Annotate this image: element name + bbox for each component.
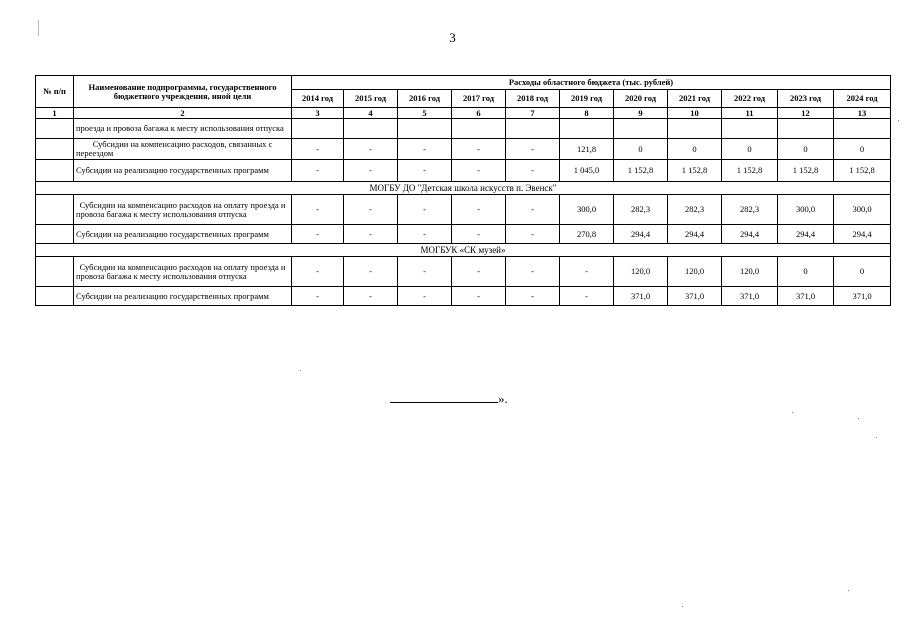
value-cell: 294,4 — [668, 225, 722, 244]
row-name: Субсидии на реализацию государственных программ — [74, 225, 292, 244]
row-number-cell — [36, 139, 74, 160]
value-cell: - — [452, 287, 506, 306]
signature-underline — [390, 390, 498, 403]
header-name: Наименование подпрограммы, государственного бюджетного учреждения, иной цели — [74, 76, 292, 108]
value-cell: 0 — [834, 257, 891, 287]
column-number: 10 — [668, 108, 722, 119]
value-cell — [668, 119, 722, 139]
value-cell: 1 152,8 — [614, 160, 668, 182]
value-cell — [398, 119, 452, 139]
value-cell: 0 — [614, 139, 668, 160]
year-header: 2019 год — [560, 90, 614, 108]
value-cell: 300,0 — [778, 195, 834, 225]
row-name: проезда и провоза багажа к месту использования отпуска — [74, 119, 292, 139]
value-cell: 294,4 — [778, 225, 834, 244]
value-cell: 1 045,0 — [560, 160, 614, 182]
year-header: 2015 год — [344, 90, 398, 108]
value-cell: - — [398, 287, 452, 306]
value-cell: - — [344, 257, 398, 287]
row-name: Субсидии на реализацию государственных программ — [74, 160, 292, 182]
year-header: 2020 год — [614, 90, 668, 108]
row-number-cell — [36, 225, 74, 244]
value-cell: 120,0 — [722, 257, 778, 287]
value-cell: - — [452, 139, 506, 160]
value-cell: - — [506, 225, 560, 244]
value-cell: - — [560, 287, 614, 306]
value-cell: - — [344, 160, 398, 182]
column-number: 11 — [722, 108, 778, 119]
row-name: Субсидии на реализацию государственных программ — [74, 287, 292, 306]
row-name: Субсидии на компенсацию расходов на оплату проезда и провоза багажа к месту использования отпуска — [74, 195, 292, 225]
table-row — [36, 160, 891, 182]
value-cell: - — [292, 225, 344, 244]
value-cell: 282,3 — [614, 195, 668, 225]
year-header: 2016 год — [398, 90, 452, 108]
table-row — [36, 225, 891, 244]
value-cell: - — [344, 195, 398, 225]
value-cell: 0 — [668, 139, 722, 160]
section-title: МОГБУК «СК музей» — [36, 244, 891, 257]
row-number-cell — [36, 257, 74, 287]
value-cell: - — [506, 195, 560, 225]
value-cell: - — [344, 225, 398, 244]
value-cell — [560, 119, 614, 139]
closing-mark: ». — [498, 391, 508, 406]
value-cell: 1 152,8 — [778, 160, 834, 182]
value-cell: - — [398, 195, 452, 225]
section-title: МОГБУ ДО "Детская школа искусств п. Эвенск" — [36, 182, 891, 195]
table-row — [36, 139, 891, 160]
column-number: 7 — [506, 108, 560, 119]
value-cell — [722, 119, 778, 139]
page-number: 3 — [449, 30, 456, 45]
value-cell: - — [398, 257, 452, 287]
value-cell: 270,8 — [560, 225, 614, 244]
closing-line — [390, 390, 508, 407]
column-number: 13 — [834, 108, 891, 119]
header-num: № п/п — [36, 76, 74, 108]
value-cell: - — [452, 160, 506, 182]
value-cell: - — [292, 287, 344, 306]
value-cell: 120,0 — [614, 257, 668, 287]
value-cell: 282,3 — [668, 195, 722, 225]
value-cell: 294,4 — [722, 225, 778, 244]
value-cell: - — [292, 139, 344, 160]
value-cell: 121,8 — [560, 139, 614, 160]
value-cell: - — [398, 139, 452, 160]
column-number: 2 — [74, 108, 292, 119]
column-number: 3 — [292, 108, 344, 119]
value-cell: 1 152,8 — [668, 160, 722, 182]
row-name: Субсидии на компенсацию расходов на оплату проезда и провоза багажа к месту использования отпуска — [74, 257, 292, 287]
value-cell: 0 — [722, 139, 778, 160]
table-row — [36, 287, 891, 306]
year-header: 2022 год — [722, 90, 778, 108]
year-header: 2021 год — [668, 90, 722, 108]
value-cell: - — [506, 139, 560, 160]
column-number: 9 — [614, 108, 668, 119]
value-cell: 371,0 — [668, 287, 722, 306]
value-cell: - — [506, 257, 560, 287]
value-cell: - — [344, 139, 398, 160]
value-cell — [778, 119, 834, 139]
budget-table — [35, 75, 891, 306]
value-cell — [506, 119, 560, 139]
value-cell: 371,0 — [778, 287, 834, 306]
year-header: 2018 год — [506, 90, 560, 108]
value-cell: 120,0 — [668, 257, 722, 287]
value-cell: 0 — [778, 257, 834, 287]
row-name: Субсидии на компенсацию расходов, связанных с переездом — [74, 139, 292, 160]
year-header: 2014 год — [292, 90, 344, 108]
value-cell: 371,0 — [614, 287, 668, 306]
value-cell — [344, 119, 398, 139]
value-cell — [614, 119, 668, 139]
value-cell: 0 — [778, 139, 834, 160]
table-row — [36, 195, 891, 225]
row-number-cell — [36, 287, 74, 306]
value-cell: 282,3 — [722, 195, 778, 225]
value-cell: - — [506, 160, 560, 182]
value-cell: 1 152,8 — [722, 160, 778, 182]
column-number: 4 — [344, 108, 398, 119]
table-row — [36, 119, 891, 139]
row-number-cell — [36, 119, 74, 139]
value-cell: - — [452, 257, 506, 287]
value-cell: - — [292, 195, 344, 225]
section-row — [36, 244, 891, 257]
column-number: 1 — [36, 108, 74, 119]
section-row — [36, 182, 891, 195]
value-cell: 0 — [834, 139, 891, 160]
table-row — [36, 257, 891, 287]
column-number: 5 — [398, 108, 452, 119]
value-cell — [834, 119, 891, 139]
value-cell: - — [292, 160, 344, 182]
value-cell: - — [344, 287, 398, 306]
column-number: 12 — [778, 108, 834, 119]
column-number-row — [36, 108, 891, 119]
value-cell: 300,0 — [560, 195, 614, 225]
value-cell: 294,4 — [834, 225, 891, 244]
year-header: 2017 год — [452, 90, 506, 108]
value-cell — [292, 119, 344, 139]
year-header: 2024 год — [834, 90, 891, 108]
value-cell: 300,0 — [834, 195, 891, 225]
value-cell: - — [292, 257, 344, 287]
value-cell: - — [398, 225, 452, 244]
value-cell: - — [506, 287, 560, 306]
value-cell: 371,0 — [834, 287, 891, 306]
value-cell: - — [398, 160, 452, 182]
row-number-cell — [36, 195, 74, 225]
header-expenses-title: Расходы областного бюджета (тыс. рублей) — [292, 76, 891, 90]
year-header: 2023 год — [778, 90, 834, 108]
table-body — [36, 119, 891, 306]
value-cell: 1 152,8 — [834, 160, 891, 182]
value-cell — [452, 119, 506, 139]
column-number: 6 — [452, 108, 506, 119]
value-cell: 371,0 — [722, 287, 778, 306]
column-number: 8 — [560, 108, 614, 119]
value-cell: 294,4 — [614, 225, 668, 244]
value-cell: - — [452, 195, 506, 225]
row-number-cell — [36, 160, 74, 182]
value-cell: - — [560, 257, 614, 287]
value-cell: - — [452, 225, 506, 244]
